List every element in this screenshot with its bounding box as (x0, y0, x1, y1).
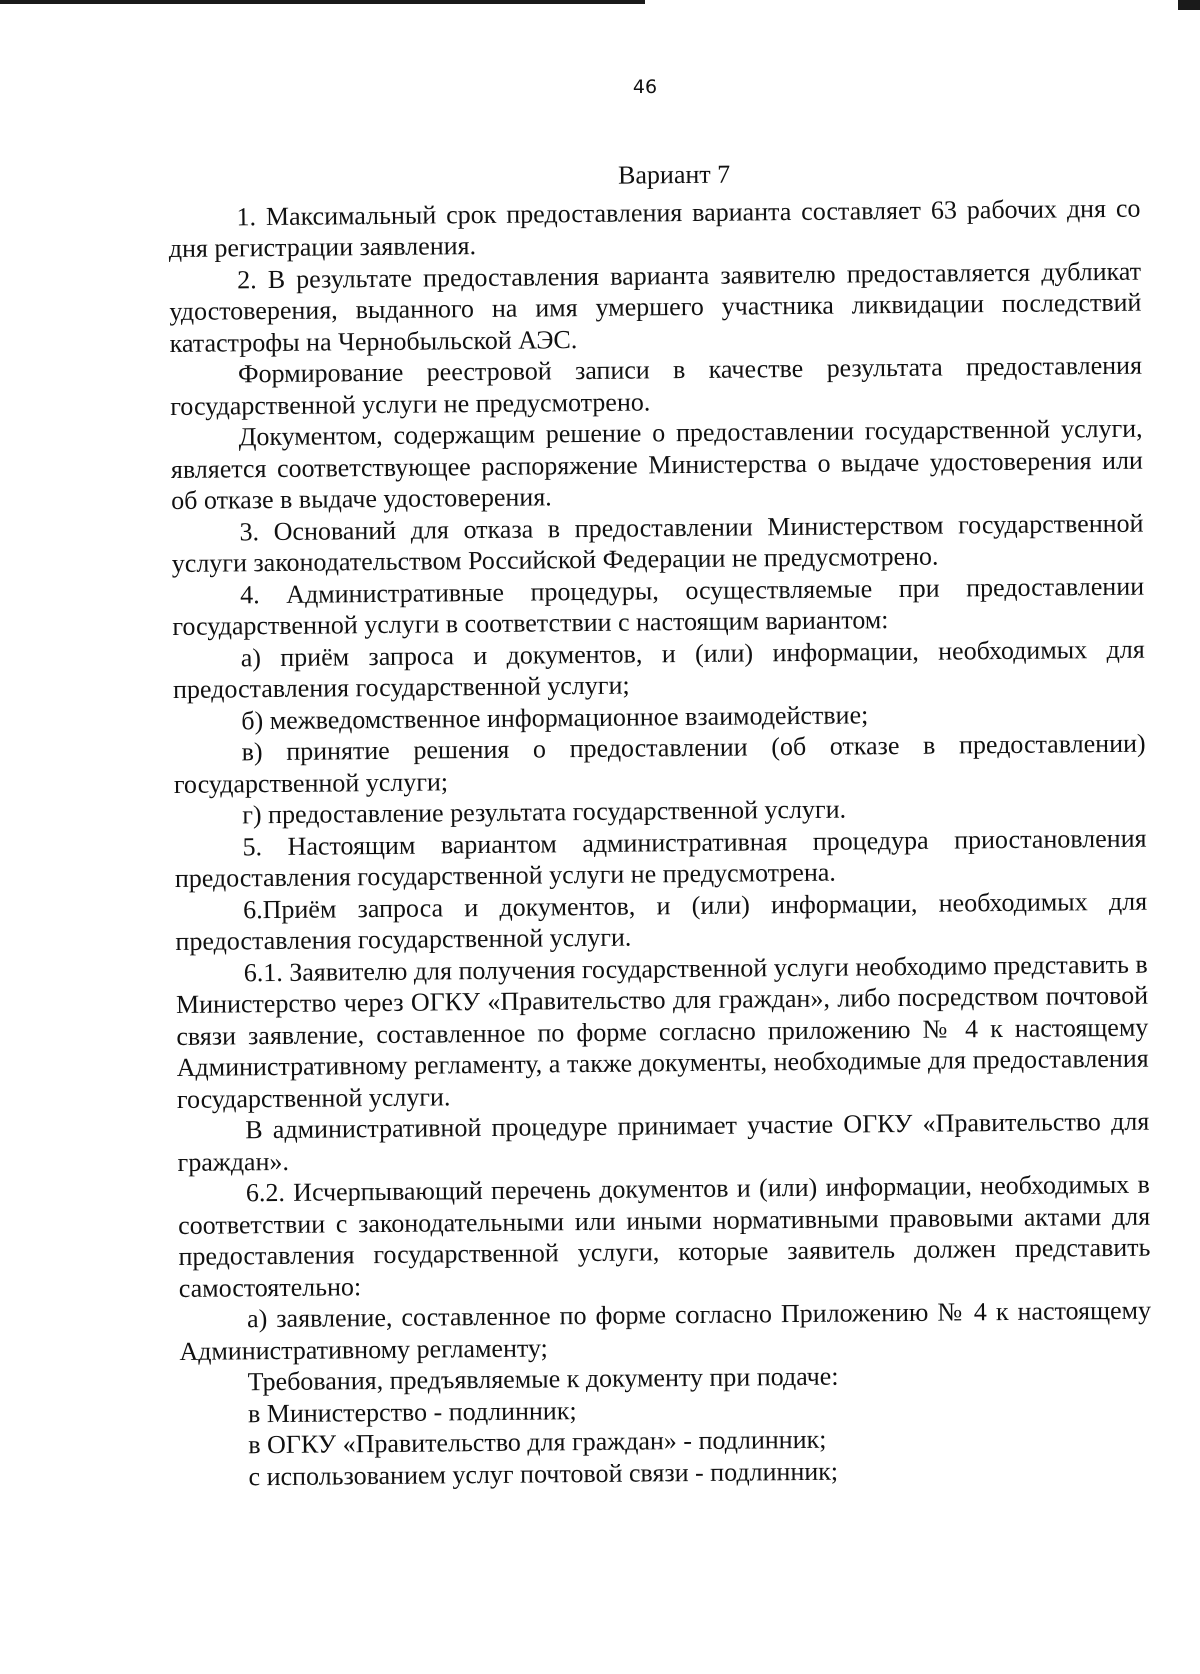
paragraph-7: 5. Настоящим вариантом административная процедура приостановления предоставления государственной услуги не предусмотрена. (174, 823, 1147, 893)
paragraph-15: с использованием услуг почтовой связи - подлинник; (248, 1456, 839, 1491)
list-item-a: а) приём запроса и документов, и (или) информации, необходимых для предоставления государственной услуги; (172, 634, 1145, 704)
page-number: 46 (632, 76, 658, 98)
paragraph-12: Требования, предъявляемые к документу при подаче: (247, 1361, 839, 1397)
paragraph-11: 6.2. Исчерпывающий перечень документов и (или) информации, необходимых в соответствии с законодательными или иными нормативными правовыми актами для предоставления государственной услуги, которые заявитель должен представить самостоятельно: (178, 1169, 1151, 1303)
list-item-b: б) межведомственное информационное взаимодействие; (241, 699, 869, 735)
paragraph-2: 2. В результате предоставления варианта заявителю предоставляется дубликат удостоверения, выданного на имя умершего участника ликвидации последствий катастрофы на Чернобыльской АЭС. (169, 256, 1142, 358)
paragraph-9: 6.1. Заявителю для получения государственной услуги необходимо представить в Министерство через ОГКУ «Правительство для граждан», либо посредством почтовой связи заявление, составленное по форме согласно приложению № 4 к настоящему Административному регламенту, а также документы, необходимые для предоставления государственной услуги. (175, 949, 1149, 1114)
paragraph-8: 6.Приём запроса и документов, и (или) информации, необходимых для предоставления государственной услуги. (175, 886, 1148, 956)
paragraph-4: Документом, содержащим решение о предоставлении государственной услуги, является соответствующее распоряжение Министерства о выдаче удостоверения или об отказе в выдаче удостоверения. (170, 413, 1144, 515)
paragraph-10: В административной процедуре принимает участие ОГКУ «Правительство для граждан». (177, 1106, 1150, 1177)
paragraph-3: Формирование реестровой записи в качестве результата предоставления государственной услуги не предусмотрено. (170, 350, 1143, 421)
list-item-a-2: а) заявление, составленное по форме согласно Приложению № 4 к настоящему Административному регламенту; (179, 1295, 1152, 1366)
list-item-g: г) предоставление результата государственной услуги. (242, 794, 847, 830)
paragraph-13: в Министерство - подлинник; (247, 1395, 577, 1428)
scan-edge-top-right (1178, 0, 1200, 10)
scan-edge-top-left (0, 0, 645, 4)
paragraph-6: 4. Административные процедуры, осуществляемые при предоставлении государственной услуги в соответствии с настоящим вариантом: (172, 571, 1145, 641)
section-heading: Вариант 7 (617, 159, 731, 190)
paragraph-14: в ОГКУ «Правительство для граждан» - подлинник; (248, 1424, 827, 1460)
list-item-v: в) принятие решения о предоставлении (об отказе в предоставлении) государственной услуги; (173, 728, 1146, 799)
paragraph-5: 3. Оснований для отказа в предоставлении Министерством государственной услуги законодательством Российской Федерации не предусмотрено. (171, 508, 1144, 578)
paragraph-1: 1. Максимальный срок предоставления варианта составляет 63 рабочих дня со дня регистрации заявления. (168, 193, 1141, 263)
document-body (168, 155, 1153, 1493)
